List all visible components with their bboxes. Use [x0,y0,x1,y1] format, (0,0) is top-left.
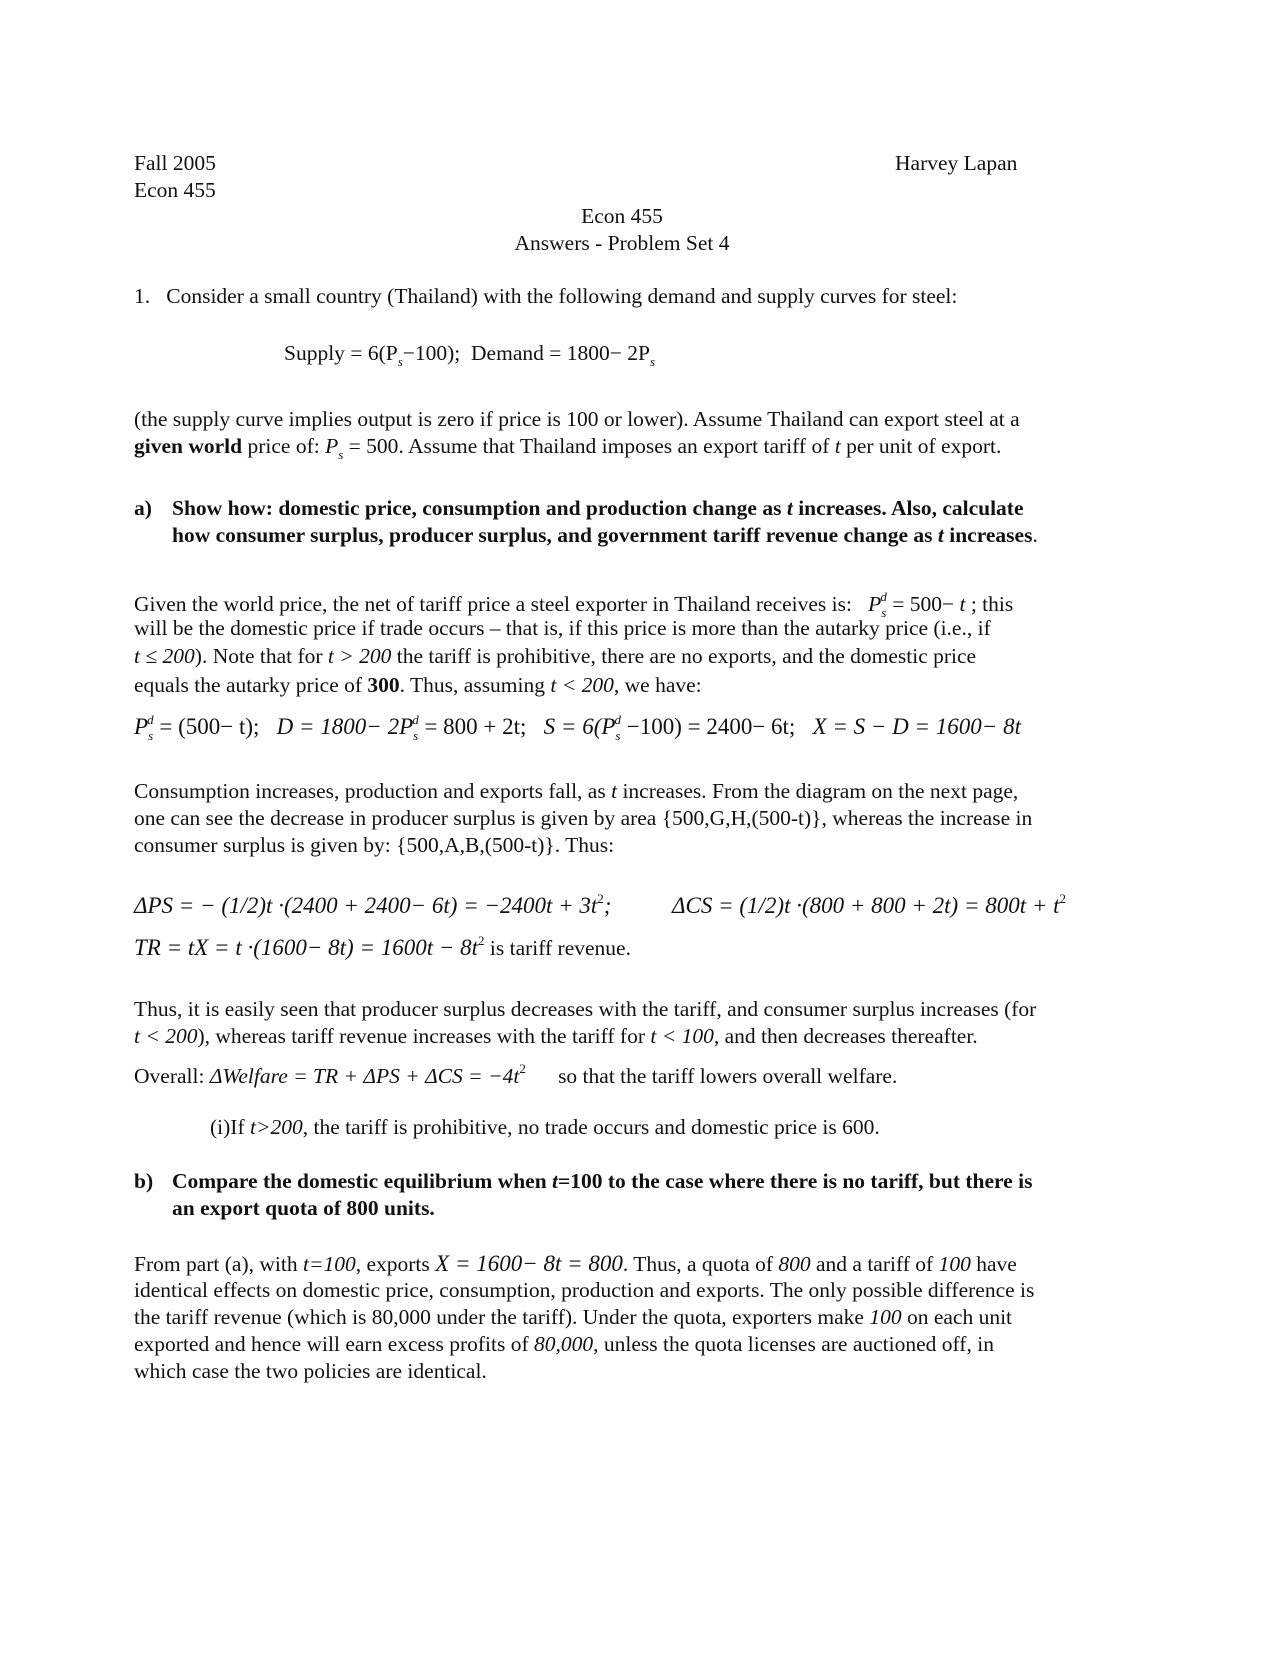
eq-exports: X = S − D = 1600− 8t [812,714,1021,739]
note-text-b: . Assume that Thailand imposes an export tariff of [398,434,835,458]
q1-note-line1: (the supply curve implies output is zero if price is 100 or lower). Assume Thailand can export steel at a [134,407,1020,431]
eq-supply: S = 6(P [543,714,616,739]
pb-l3-text-b: on each unit [901,1305,1013,1329]
pb-l1-text: From part (a), with [134,1252,303,1276]
term-label: Fall 2005 [134,151,216,175]
pa-p3-l2-text: ), whereas tariff revenue increases with the tariff for [197,1024,651,1048]
pa-p3-l2-text-b: , and then decreases thereafter. [713,1024,978,1048]
pa-p3-l3-text: Overall: [134,1064,210,1088]
pb-l3-100: 100 [869,1305,902,1329]
pa-p2-l1-t: t [611,779,618,803]
part-a-question-line1 [172,495,1024,522]
eq-demand: D = 1800− 2P [276,714,414,739]
pb-p-line2: identical effects on domestic price, consumption, production and exports. The only possible difference is [134,1278,1035,1302]
pb-l1-100: 100 [938,1252,971,1276]
pa-q2-end: . [1032,523,1038,547]
pa-p2-l1-text: Consumption increases, production and exports fall, as [134,779,612,803]
part-b-question-line2: an export quota of 800 units. [172,1196,435,1220]
part-b-question-line1 [172,1168,1032,1195]
pa-p1-l3-text-b: the tariff is prohibitive, there are no exports, and the domestic price [391,644,977,668]
q1-line [134,283,957,310]
pa-p1-l1-end: ; this [970,592,1014,616]
pb-p-line4 [134,1331,994,1358]
pa-p3-line2 [134,1023,978,1050]
pa-p1-l3-text: ). Note that for [194,644,328,668]
pa-q1-t: t [786,496,793,520]
delta-ps-equation: ΔPS = − $(1/2)t \cdot(2400 + 2400- 6t) = -2400t + 3t^2$; [134,891,612,918]
q1-note-line2: given world price of: $P_s = 500$. Assume that Thailand imposes an export tariff of t per unit of export. [134,434,1002,462]
pa-p3-l2-eq2: t < 100 [650,1024,714,1048]
pa-p3-line1: Thus, it is easily seen that producer surplus decreases with the tariff, and consumer surplus increases (for [134,997,1037,1021]
pa-equation-row: $P_s^d = (500- t)$; $D = 1800- 2P_s^d = 800 + 2t$; $S = 6(P_s^d -100) = 2400- 6t$; X = S − D = 1600− 8t [134,712,1021,743]
supply-demand-equation: Supply = $6(P_s-100)$; Demand = $1800- 2P_s$ [284,341,656,369]
note-text-a: price of: [242,434,326,458]
course-label: Econ 455 [134,178,216,202]
pa-p2-line1 [134,778,1018,805]
part-b-label: b) [134,1169,154,1193]
eq-demand-b: = 800 + 2t; [418,714,527,739]
pa-p1-l1-eq: = 500− [886,592,960,616]
pa-q1-text: Show how: domestic price, consumption and production change as [172,496,787,520]
pa-q2-t: t [937,523,944,547]
pb-l4-80: 80,000 [534,1332,594,1356]
pb-l1-eq: X = 1600− 8t = 800 [435,1251,623,1276]
supply-label: Supply [284,341,345,365]
pa-p1-line4 [134,672,702,699]
autarky-price-bold: 300 [367,673,400,697]
pb-l1-text-c: . Thus, a quota of [622,1252,779,1276]
given-world-bold: given world [134,434,243,458]
demand-expr: 1800− 2P [566,341,650,365]
pa-p2-line2: one can see the decrease in producer surplus is given by area {500,G,H,(500-t)}, whereas the increase in [134,806,1033,830]
pb-l1-text-e: have [970,1252,1017,1276]
pb-l4-text: exported and hence will earn excess profits of [134,1332,534,1356]
supply-expr-end: −100); [402,341,461,365]
pb-p-line3 [134,1304,1012,1331]
pb-l4-text-b: , unless the quota licenses are auctioned off, in [593,1332,994,1356]
pa-note-i [210,1114,880,1141]
eq-supply-b: −100) = 2400− 6t; [620,714,796,739]
pa-q2-text: how consumer surplus, producer surplus, and government tariff revenue change as [172,523,938,547]
q1-intro: Consider a small country (Thailand) with the following demand and supply curves for steel: [166,284,958,308]
tr-end: is tariff revenue. [484,936,631,960]
author-name: Harvey Lapan [895,151,1018,175]
pa-q1-text-b: increases. Also, calculate [792,496,1024,520]
pb-l1-t: t=100 [302,1252,356,1276]
pa-p2-line3: consumer surplus is given by: {500,A,B,(500-t)}. Thus: [134,833,615,857]
q1-number: 1. [134,284,151,308]
pb-p-line5: which case the two policies are identical. [134,1359,487,1383]
note-i-text-b: , the tariff is prohibitive, no trade occurs and domestic price is 600. [302,1115,880,1139]
ps-value: = 500 [343,434,399,458]
pb-l1-text-b: , exports [355,1252,436,1276]
pb-l1-text-d: and a tariff of [810,1252,939,1276]
pa-p3-line3: Overall: ΔWelfare = TR + $\Delta PS + \Delta CS = -4t^2$ so that the tariff lowers overall welfare. [134,1061,898,1088]
demand-label: Demand [471,341,544,365]
pa-p1-l4-text-b: . Thus, assuming [399,673,551,697]
t-symbol: t [834,434,841,458]
pb-l3-text: the tariff revenue (which is 80,000 under the tariff). Under the quota, exporters make [134,1305,870,1329]
pb-q1-text: Compare the domestic equilibrium when [172,1169,553,1193]
dps-expr: ΔPS = − (1/2)t ·(2400 + 2400− 6t) = −2400t + 3t [134,893,598,918]
pa-q2-text-b: increases [943,523,1033,547]
page-title: Econ 455 [581,204,663,228]
pa-p1-line2: will be the domestic price if trade occurs – that is, if this price is more than the autarky price (i.e., if [134,616,991,640]
dcs-expr: ΔCS = (1/2)t ·(800 + 800 + 2t) = 800t + t [672,893,1060,918]
supply-expr: 6(P [367,341,398,365]
pa-p1-l4-text: equals the autarky price of [134,673,368,697]
pb-l1-800: 800 [778,1252,811,1276]
pa-p1-l3-eq2: t > 200 [327,644,392,668]
pa-p1-l4-eq: t < 200 [550,673,614,697]
note-i-eq: t>200 [250,1115,303,1139]
pb-q1-t: t [552,1169,559,1193]
pa-p3-l3-text-b: so that the tariff lowers overall welfare. [558,1064,898,1088]
welfare-expr: ΔWelfare = TR + ΔPS + ΔCS = −4t [209,1064,520,1088]
pa-p1-l1-text: Given the world price, the net of tariff price a steel exporter in Thailand receives is: [134,592,852,616]
pa-p1-l4-text-c: , we have: [613,673,702,697]
pb-p-line1 [134,1250,1017,1278]
pa-p3-l2-eq: t < 200 [134,1024,198,1048]
delta-cs-equation: $\Delta CS = (1/2)t \cdot(800 + 800 + 2t) = 800t + t^2$ [672,891,1067,918]
note-i-text: (i)If [210,1115,250,1139]
page-subtitle: Answers - Problem Set 4 [514,231,730,255]
pa-p1-line3 [134,643,976,670]
pa-p2-l1-text-b: increases. From the diagram on the next page, [617,779,1019,803]
tr-expr: TR = tX = t ·(1600− 8t) = 1600t − 8t [134,935,479,960]
tariff-revenue-equation: TR = tX = $t \cdot(1600- 8t) = 1600t - 8t^2$ is tariff revenue. [134,933,631,960]
note-text-c: per unit of export. [840,434,1002,458]
pb-q1-text-b: =100 to the case where there is no tariff, but there is [558,1169,1033,1193]
pa-p1-line1: Given the world price, the net of tariff price a steel exporter in Thailand receives is: $P_s^d = 500- t$ ; this [134,589,1014,620]
part-a-question-line2 [172,522,1038,549]
pa-p1-l3-eq: t ≤ 200 [134,644,195,668]
ps-symbol: P [325,434,339,458]
eq-price: = (500− t); [153,714,260,739]
part-a-label: a) [134,496,152,520]
dps-end: ; [603,893,612,918]
